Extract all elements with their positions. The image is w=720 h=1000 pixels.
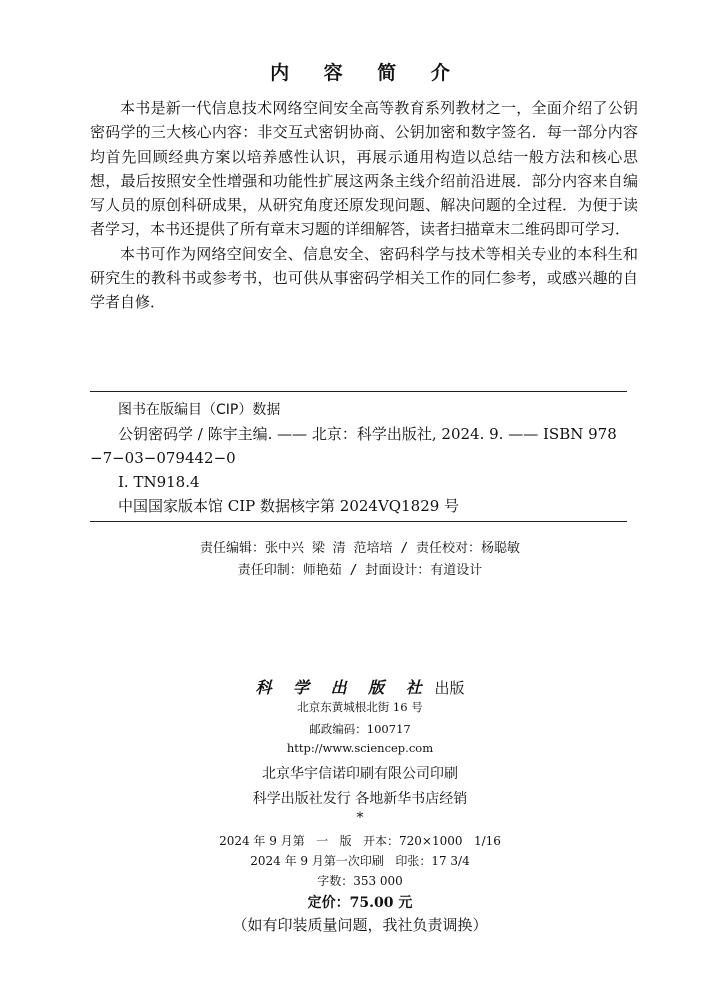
publisher-line	[0, 675, 720, 698]
printing-line: 2024 年 9 月第一次印刷 印张：17 3/4	[250, 854, 470, 868]
cip-block	[90, 398, 630, 518]
publisher-postcode: 邮政编码：100717	[309, 722, 411, 736]
staff-production: 责任印制：师艳茹 / 封面设计：有道设计	[237, 563, 483, 578]
edition-line: 2024 年 9 月第 一 版 开本：720×1000 1/16	[219, 834, 501, 848]
staff-editors: 责任编辑：张中兴 梁 清 范培培 / 责任校对：杨聪敏	[200, 541, 520, 556]
cip-top-rule	[90, 391, 627, 392]
intro-paragraph-2: 本书可作为网络空间安全、信息安全、密码科学与技术等相关专业的本科生和研究生的教科书或参考书，也可供从事密码学相关工作的同仁参考，或感兴趣的自学者自修．	[90, 244, 638, 312]
quality-notice: （如有印装质量问题，我社负责调换）	[232, 916, 488, 934]
cip-heading: 图书在版编目（CIP）数据	[118, 402, 281, 418]
publisher-name: 科 学 出 版 社	[255, 678, 430, 697]
page-title: 内 容 简 介	[270, 62, 464, 84]
word-count: 字数：353 000	[317, 874, 403, 888]
price-value: 75.00 元	[349, 895, 413, 911]
publisher-address: 北京东黄城根北街 16 号	[297, 700, 423, 714]
cip-bottom-rule	[90, 521, 627, 522]
publisher-website: http://www.sciencep.com	[286, 741, 434, 755]
intro-paragraph-1: 本书是新一代信息技术网络空间安全高等教育系列教材之一，全面介绍了公钥密码学的三大核心内容：非交互式密钥协商、公钥加密和数字签名．每一部分内容均首先回顾经典方案以培养感性认识，再展示通用构造以总结一般方法和核心思想，最后按照安全性增强和功能性扩展这两条主线介绍前沿进展．部分内容来自编写人员的原创科研成果，从研究角度还原发现问题、解决问题的全过程．为便于读者学习，本书还提供了所有章末习题的详细解答，读者扫描章末二维码即可学习．	[90, 99, 638, 239]
cip-approval: 中国国家版本馆 CIP 数据核字第 2024VQ1829 号	[118, 497, 460, 515]
printer-line: 北京华宇信诺印刷有限公司印刷	[262, 766, 458, 782]
price-line	[0, 892, 720, 912]
staff-credits	[0, 538, 720, 582]
separator-asterisk: *	[356, 810, 364, 826]
cip-classification: I. TN918.4	[118, 473, 200, 491]
publisher-suffix: 出版	[434, 679, 465, 697]
cip-record: 公钥密码学 / 陈宇主编. —— 北京：科学出版社, 2024. 9. —— ISBN 978 −7−03−079442−0	[90, 425, 617, 467]
distribution-line: 科学出版社发行 各地新华书店经销	[252, 791, 468, 807]
price-label: 定价：	[307, 895, 350, 911]
introduction	[90, 96, 638, 315]
